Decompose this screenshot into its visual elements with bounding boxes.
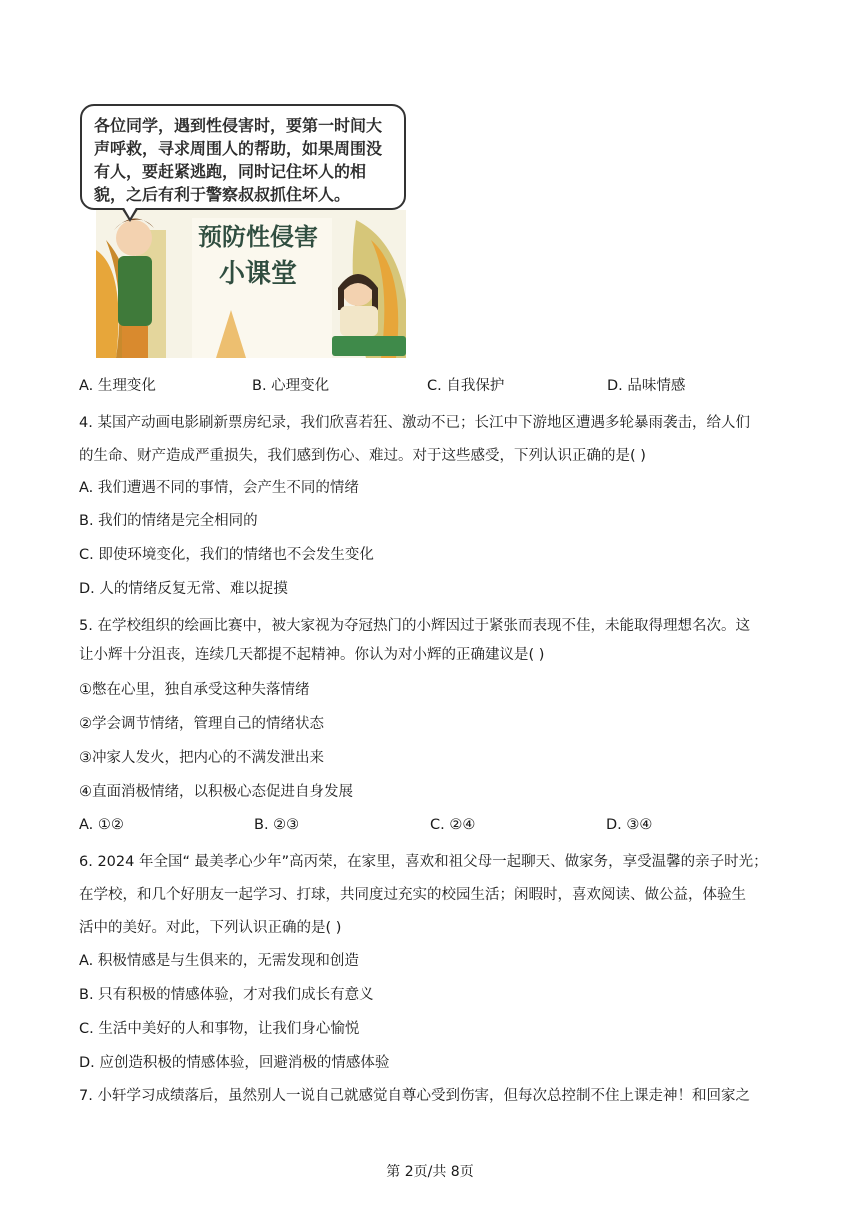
q4-option-d: D. 人的情绪反复无常、难以捉摸 <box>79 581 288 597</box>
illustration-title: 预防性侵害 <box>198 223 318 251</box>
q3-option-a: A. 生理变化 <box>79 378 156 394</box>
q6-option-a: A. 积极情感是与生俱来的，无需发现和创造 <box>79 953 359 969</box>
q5-statement-4: ④直面消极情绪，以积极心态促进自身发展 <box>79 784 353 800</box>
illustration-subtitle: 小课堂 <box>218 259 297 289</box>
q6-stem-line3: 活中的美好。对此，下列认识正确的是( ) <box>79 920 342 936</box>
q6-stem-line2: 在学校，和几个好朋友一起学习、打球，共同度过充实的校园生活；闲暇时，喜欢阅读、做公益，体验生 <box>79 887 746 903</box>
speech-bubble-tail-inner <box>123 206 137 218</box>
q6-stem-line1: 6. 2024 年全国“ 最美孝心少年”高丙荣，在家里，喜欢和祖父母一起聊天、做家务，享受温馨的亲子时光； <box>79 854 768 870</box>
q5-option-d: D. ③④ <box>606 817 653 833</box>
q4-stem-line1: 4. 某国产动画电影刷新票房纪录，我们欣喜若狂、激动不已；长江中下游地区遭遇多轮暴雨袭击，给人们 <box>79 415 750 431</box>
q3-option-d: D. 品味情感 <box>607 378 686 394</box>
q5-stem-line2: 让小辉十分沮丧，连续几天都提不起精神。你认为对小辉的正确建议是( ) <box>79 647 545 663</box>
illustration-image <box>80 104 410 358</box>
q5-stem-line1: 5. 在学校组织的绘画比赛中，被大家视为夺冠热门的小辉因过于紧张而表现不佳，未能取得理想名次。这 <box>79 618 750 634</box>
q5-statement-3: ③冲家人发火，把内心的不满发泄出来 <box>79 750 324 766</box>
q5-option-c: C. ②④ <box>430 817 476 833</box>
q4-option-c: C. 即使环境变化，我们的情绪也不会发生变化 <box>79 547 374 563</box>
q4-option-b: B. 我们的情绪是完全相同的 <box>79 513 258 529</box>
page-footer: 第 2页/共 8页 <box>386 1164 474 1180</box>
q4-option-a: A. 我们遭遇不同的事情，会产生不同的情绪 <box>79 480 359 496</box>
q5-statement-2: ②学会调节情绪，管理自己的情绪状态 <box>79 716 324 732</box>
q6-option-b: B. 只有积极的情感体验，才对我们成长有意义 <box>79 987 374 1003</box>
q3-option-c: C. 自我保护 <box>427 378 505 394</box>
q4-stem-line2: 的生命、财产造成严重损失，我们感到伤心、难过。对于这些感受，下列认识正确的是( ) <box>79 448 646 464</box>
q3-option-b: B. 心理变化 <box>252 378 330 394</box>
q5-option-a: A. ①② <box>79 817 124 833</box>
q7-stem-line1: 7. 小轩学习成绩落后，虽然别人一说自己就感觉自尊心受到伤害，但每次总控制不住上课走神！和回家之 <box>79 1088 750 1104</box>
q5-option-b: B. ②③ <box>254 817 300 833</box>
q5-statement-1: ①憋在心里，独自承受这种失落情绪 <box>79 682 310 698</box>
q6-option-d: D. 应创造积极的情感体验，回避消极的情感体验 <box>79 1055 390 1071</box>
speech-bubble: 各位同学，遇到性侵害时，要第一时间大声呼救，寻求周围人的帮助，如果周围没有人，要赶紧逃跑，同时记住坏人的相貌，之后有利于警察叔叔抓住坏人。 <box>80 104 406 210</box>
q6-option-c: C. 生活中美好的人和事物，让我们身心愉悦 <box>79 1021 360 1037</box>
